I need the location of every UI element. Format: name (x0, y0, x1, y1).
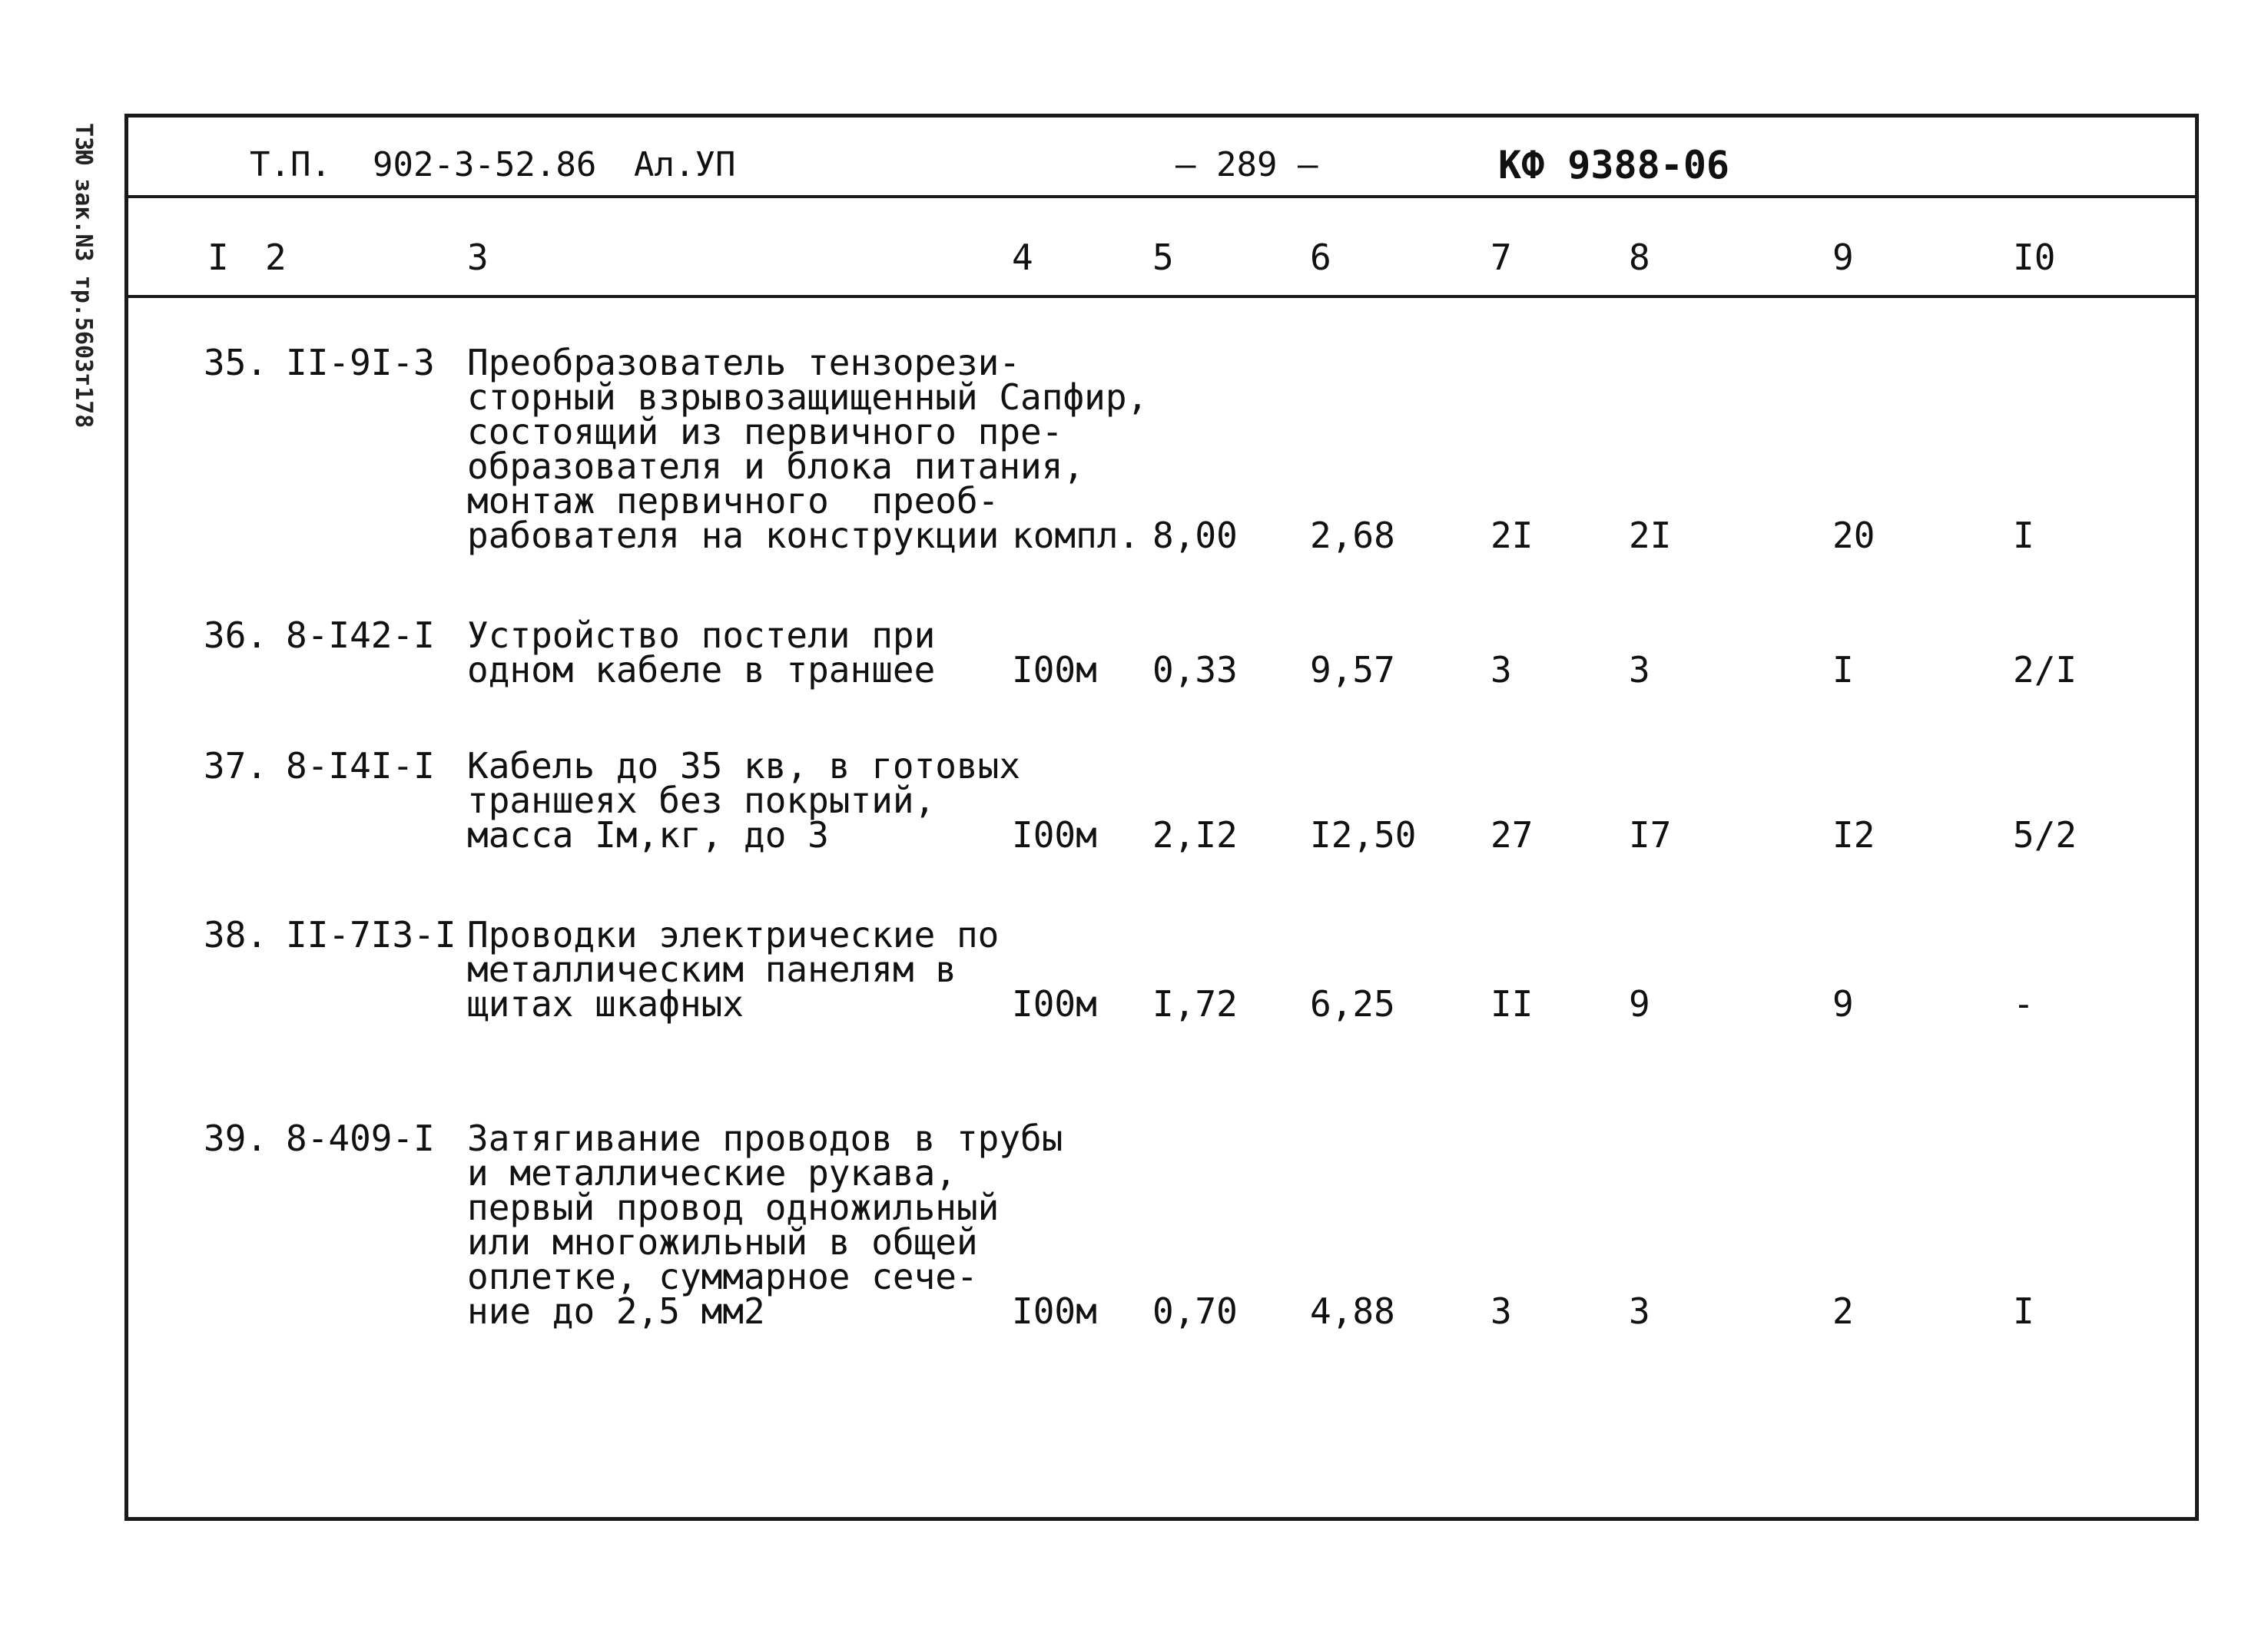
col-header-10: I0 (2013, 237, 2056, 278)
description-line: ние до 2,5 мм2 (467, 1290, 765, 1332)
row-col10: 2/I (2013, 649, 2077, 691)
row-code: 8-I4I-I (286, 745, 435, 787)
row-description (467, 745, 1021, 856)
row-col5: I,72 (1152, 983, 1238, 1025)
row-col6: 2,68 (1310, 515, 1395, 556)
row-col9: I2 (1832, 814, 1875, 856)
col-header-5: 5 (1152, 237, 1174, 278)
row-col9: 9 (1832, 983, 1854, 1025)
description-line: и металлические рукава, (467, 1152, 957, 1194)
row-col8: 3 (1629, 649, 1650, 691)
description-line: Кабель до 35 кв, в готовых (467, 745, 1021, 787)
row-code: 8-I42-I (286, 614, 435, 656)
row-col9: I (1832, 649, 1854, 691)
row-col10: I (2013, 1290, 2034, 1332)
row-description (467, 1118, 1063, 1332)
description-line: траншеях без покрытий, (467, 780, 936, 821)
description-line: первый провод одножильный (467, 1187, 1000, 1228)
row-unit: компл. (1012, 515, 1140, 556)
row-col5: 8,00 (1152, 515, 1238, 556)
description-line: состоящий из первичного пре- (467, 411, 1063, 452)
description-line: Проводки электрические по (467, 914, 1000, 956)
col-header-2: 2 (265, 237, 287, 278)
row-col6: 9,57 (1310, 649, 1395, 691)
col-header-8: 8 (1629, 237, 1650, 278)
description-line: Устройство постели при (467, 614, 936, 656)
row-col9: 2 (1832, 1290, 1854, 1332)
row-number: 35. (204, 342, 268, 383)
description-line: сторный взрывозащищенный Сапфир, (467, 376, 1149, 418)
row-code: II-7I3-I (286, 914, 456, 956)
row-number: 39. (204, 1118, 268, 1159)
header-divider (124, 195, 2199, 198)
row-unit: I00м (1012, 649, 1097, 691)
row-col7: 3 (1490, 1290, 1512, 1332)
row-number: 38. (204, 914, 268, 956)
row-col10: 5/2 (2013, 814, 2077, 856)
row-col7: 3 (1490, 649, 1512, 691)
side-stamp (58, 123, 104, 522)
row-col8: 9 (1629, 983, 1650, 1025)
row-col7: 2I (1490, 515, 1534, 556)
row-col6: 6,25 (1310, 983, 1395, 1025)
description-line: монтаж первичного преоб- (467, 480, 1000, 522)
description-line: Затягивание проводов в трубы (467, 1118, 1063, 1159)
description-line: одном кабеле в траншее (467, 649, 936, 691)
description-line: образователя и блока питания, (467, 446, 1085, 487)
side-stamp-text: ТЗЮ зак.N3 тр.5603т178 (70, 123, 97, 429)
col-header-3: 3 (467, 237, 489, 278)
doc-album: Ал.УП (634, 145, 736, 184)
row-col5: 2,I2 (1152, 814, 1238, 856)
description-line: Преобразователь тензорези- (467, 342, 1021, 383)
row-col7: 27 (1490, 814, 1534, 856)
row-code: 8-409-I (286, 1118, 435, 1159)
row-col7: II (1490, 983, 1534, 1025)
row-col8: 3 (1629, 1290, 1650, 1332)
row-col10: - (2013, 983, 2034, 1025)
row-col6: I2,50 (1310, 814, 1417, 856)
description-line: масса Iм,кг, до 3 (467, 814, 829, 856)
doc-number: 902-3-52.86 (373, 145, 597, 184)
row-unit: I00м (1012, 814, 1097, 856)
page-number: – 289 – (1175, 145, 1318, 184)
row-description (467, 614, 936, 691)
row-col5: 0,70 (1152, 1290, 1238, 1332)
col-header-4: 4 (1012, 237, 1033, 278)
row-unit: I00м (1012, 1290, 1097, 1332)
col-header-6: 6 (1310, 237, 1331, 278)
description-line: или многожильный в общей (467, 1221, 978, 1263)
description-line: рабователя на конструкции (467, 515, 1000, 556)
column-header-divider (124, 295, 2199, 298)
row-col8: I7 (1629, 814, 1672, 856)
row-description (467, 914, 1000, 1025)
description-line: оплетке, суммарное сече- (467, 1256, 978, 1297)
row-code: II-9I-3 (286, 342, 435, 383)
row-col5: 0,33 (1152, 649, 1238, 691)
col-header-7: 7 (1490, 237, 1512, 278)
col-header-1: I (207, 237, 229, 278)
col-header-9: 9 (1832, 237, 1854, 278)
doc-prefix: Т.П. (250, 145, 331, 184)
row-col8: 2I (1629, 515, 1672, 556)
row-col10: I (2013, 515, 2034, 556)
row-col6: 4,88 (1310, 1290, 1395, 1332)
row-unit: I00м (1012, 983, 1097, 1025)
row-number: 37. (204, 745, 268, 787)
row-number: 36. (204, 614, 268, 656)
description-line: щитах шкафных (467, 983, 744, 1025)
row-col9: 20 (1832, 515, 1875, 556)
doc-code: КФ 9388-06 (1498, 143, 1730, 187)
description-line: металлическим панелям в (467, 949, 957, 990)
